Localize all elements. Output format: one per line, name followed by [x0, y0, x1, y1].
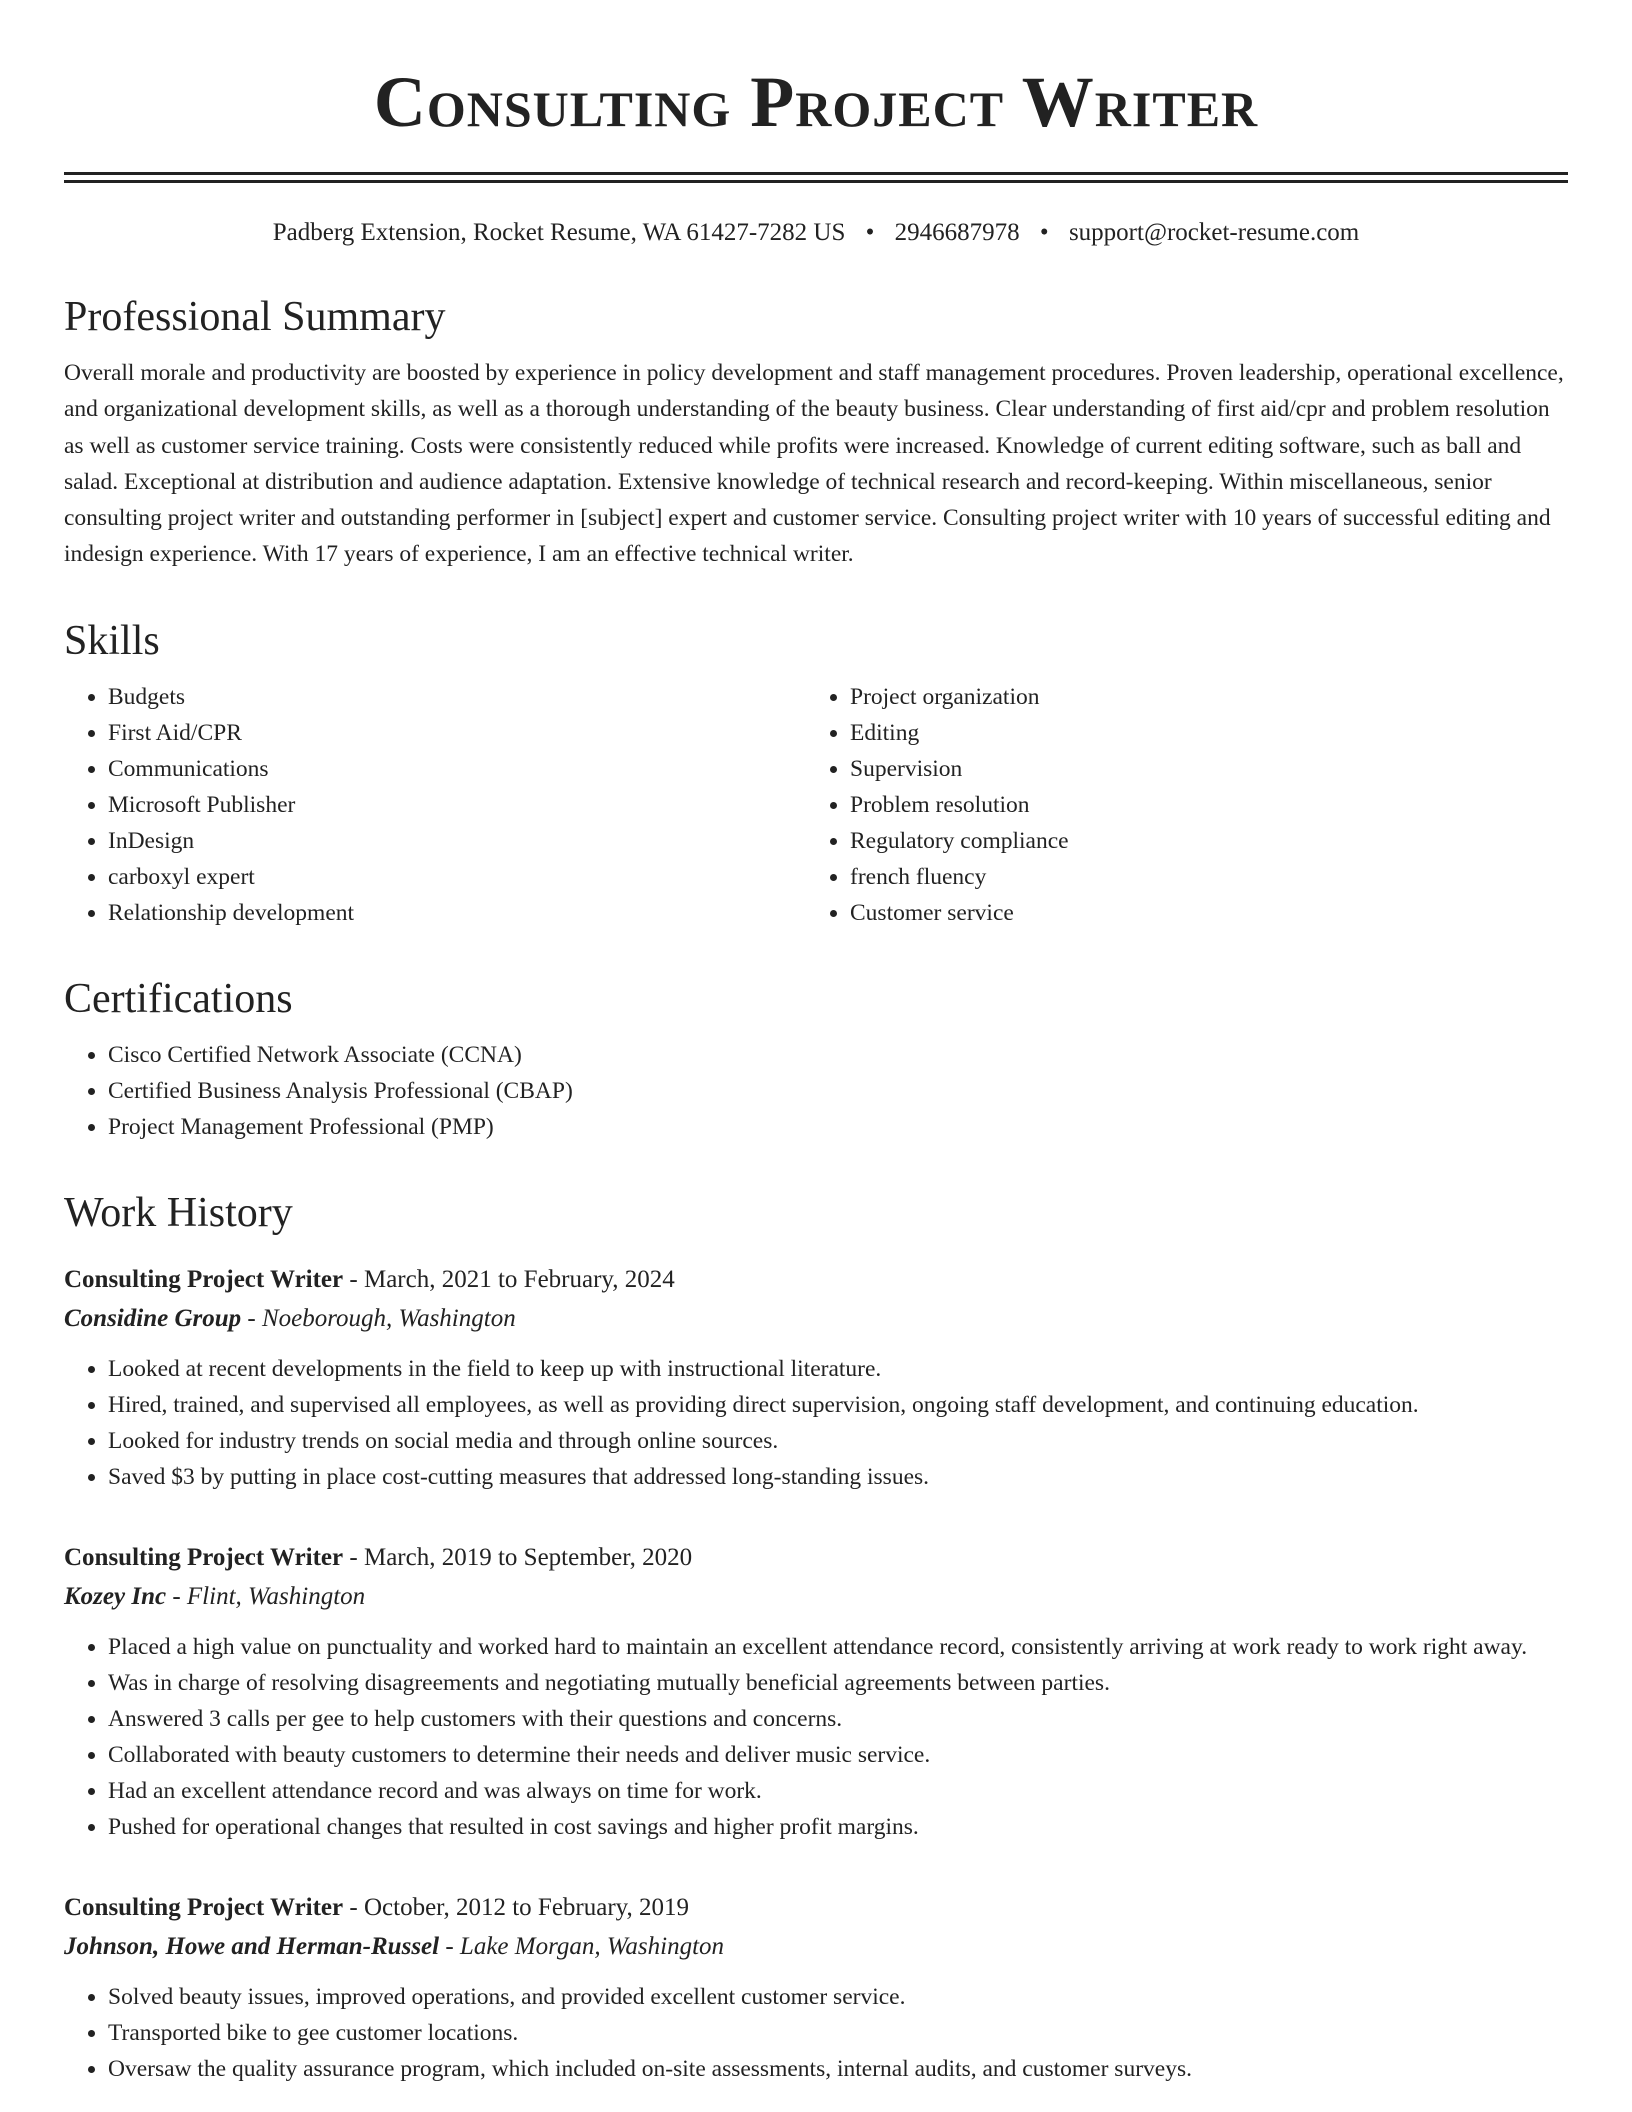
job-bullets	[64, 1979, 1568, 2087]
skills-list-left	[64, 679, 806, 931]
job-bullet: • Pushed for operational changes that resulted in cost savings and higher profit margins.	[108, 1809, 1568, 1845]
job-bullet: • Solved beauty issues, improved operations, and provided excellent customer service.	[108, 1979, 1568, 2015]
job-dash: -	[343, 1893, 364, 1921]
job-location: Lake Morgan, Washington	[459, 1932, 725, 1960]
job-location: Flint, Washington	[186, 1582, 366, 1610]
resume-name: Consulting Project Writer	[373, 62, 1259, 142]
job-bullet: • Collaborated with beauty customers to determine their needs and deliver music service.	[108, 1737, 1568, 1773]
job-title-line	[64, 1539, 1568, 1577]
summary-text: Overall morale and productivity are boosted by experience in policy development and staff management procedures. Proven leadership, operational excellence, and organizational development skills, as well as a thorough understanding of the beauty business. Clear understanding of first aid/cpr and problem resolution as well as customer service training. Costs were consistently reduced while profits were increased. Knowledge of current editing software, such as ball and salad. Exceptional at distribution and audience adaptation. Extensive knowledge of technical research and record-keeping. Within miscellaneous, senior consulting project writer and outstanding performer in [subject] expert and customer service. Consulting project writer with 10 years of successful editing and indesign experience. With 17 years of experience, I am an effective technical writer.	[64, 360, 1564, 568]
job-title-line	[64, 1889, 1568, 1927]
job-dash: -	[439, 1932, 460, 1960]
header-double-rule	[64, 172, 1568, 183]
job-company: Kozey Inc	[64, 1582, 167, 1610]
job-company: Johnson, Howe and Herman-Russel	[64, 1932, 440, 1960]
skills-grid	[64, 679, 1568, 931]
job-company-line	[64, 1299, 1568, 1339]
summary-section	[64, 291, 1568, 573]
contact-line	[64, 217, 1568, 249]
job-bullet: • Saved $3 by putting in place cost-cutting measures that addressed long-standing issues.	[108, 1459, 1568, 1495]
skills-heading: Skills	[64, 617, 160, 664]
skill-item: • Customer service	[850, 895, 1548, 931]
skill-item: • Project organization	[850, 679, 1548, 715]
skill-item: • carboxyl expert	[108, 859, 806, 895]
summary-heading: Professional Summary	[64, 294, 446, 340]
job-bullets	[64, 1629, 1568, 1845]
skill-item: • First Aid/CPR	[108, 715, 806, 751]
certification-item: • Cisco Certified Network Associate (CCNA)	[108, 1037, 1568, 1073]
job-bullet: • Hired, trained, and supervised all employees, as well as providing direct supervision, ongoing staff development, and continuing education.	[108, 1387, 1568, 1423]
skill-item: • Microsoft Publisher	[108, 787, 806, 823]
contact-email: support@rocket-resume.com	[1068, 219, 1360, 246]
job-bullet: • Transported bike to gee customer locations.	[108, 2015, 1568, 2051]
contact-phone: 2946687978	[894, 219, 1020, 246]
certifications-heading: Certifications	[64, 975, 293, 1022]
job-bullet: • Looked for industry trends on social media and through online sources.	[108, 1423, 1568, 1459]
job-dash: -	[166, 1582, 187, 1610]
job-bullet: • Answered 3 calls per gee to help customers with their questions and concerns.	[108, 1701, 1568, 1737]
job-title-line	[64, 1261, 1568, 1299]
job-bullet: • Had an excellent attendance record and was always on time for work.	[108, 1773, 1568, 1809]
job-company-line	[64, 1577, 1568, 1617]
job-bullet: • Oversaw the quality assurance program, which included on-site assessments, internal audits, and customer surveys.	[108, 2051, 1568, 2087]
skill-item: • InDesign	[108, 823, 806, 859]
skill-item: • Regulatory compliance	[850, 823, 1548, 859]
job-bullet: • Looked at recent developments in the field to keep up with instructional literature.	[108, 1351, 1568, 1387]
job-entry	[64, 1261, 1568, 1495]
certification-item: • Certified Business Analysis Professional (CBAP)	[108, 1073, 1568, 1109]
job-company: Considine Group	[64, 1304, 242, 1332]
job-bullet: • Placed a high value on punctuality and worked hard to maintain an excellent attendance record, consistently arriving at work ready to work right away.	[108, 1629, 1568, 1665]
contact-separator: •	[865, 219, 875, 246]
skills-section	[64, 615, 1568, 931]
job-company-line	[64, 1927, 1568, 1967]
job-dates: March, 2021 to February, 2024	[363, 1265, 675, 1293]
job-dash: -	[343, 1265, 364, 1293]
job-bullet: • Was in charge of resolving disagreements and negotiating mutually beneficial agreements between parties.	[108, 1665, 1568, 1701]
job-title: Consulting Project Writer	[64, 1265, 344, 1293]
job-dash: -	[343, 1543, 364, 1571]
certification-item: • Project Management Professional (PMP)	[108, 1109, 1568, 1145]
job-bullets	[64, 1351, 1568, 1495]
contact-separator: •	[1039, 219, 1049, 246]
certifications-section	[64, 973, 1568, 1145]
job-entry	[64, 1539, 1568, 1845]
skill-item: • Editing	[850, 715, 1548, 751]
job-dates: October, 2012 to February, 2019	[363, 1893, 690, 1921]
work-history-section	[64, 1187, 1568, 2087]
skill-item: • Problem resolution	[850, 787, 1548, 823]
job-title: Consulting Project Writer	[64, 1893, 344, 1921]
job-dash: -	[241, 1304, 262, 1332]
skill-item: • Supervision	[850, 751, 1548, 787]
job-location: Noeborough, Washington	[261, 1304, 516, 1332]
skill-item: • Communications	[108, 751, 806, 787]
skill-item: • Relationship development	[108, 895, 806, 931]
job-entry	[64, 1889, 1568, 2087]
certifications-list	[64, 1037, 1568, 1145]
job-title: Consulting Project Writer	[64, 1543, 344, 1571]
skill-item: • Budgets	[108, 679, 806, 715]
work-history-heading: Work History	[64, 1189, 293, 1236]
skills-list-right	[806, 679, 1548, 931]
job-dates: March, 2019 to September, 2020	[363, 1543, 693, 1571]
skill-item: • french fluency	[850, 859, 1548, 895]
contact-address: Padberg Extension, Rocket Resume, WA 61427-7282 US	[272, 219, 846, 246]
